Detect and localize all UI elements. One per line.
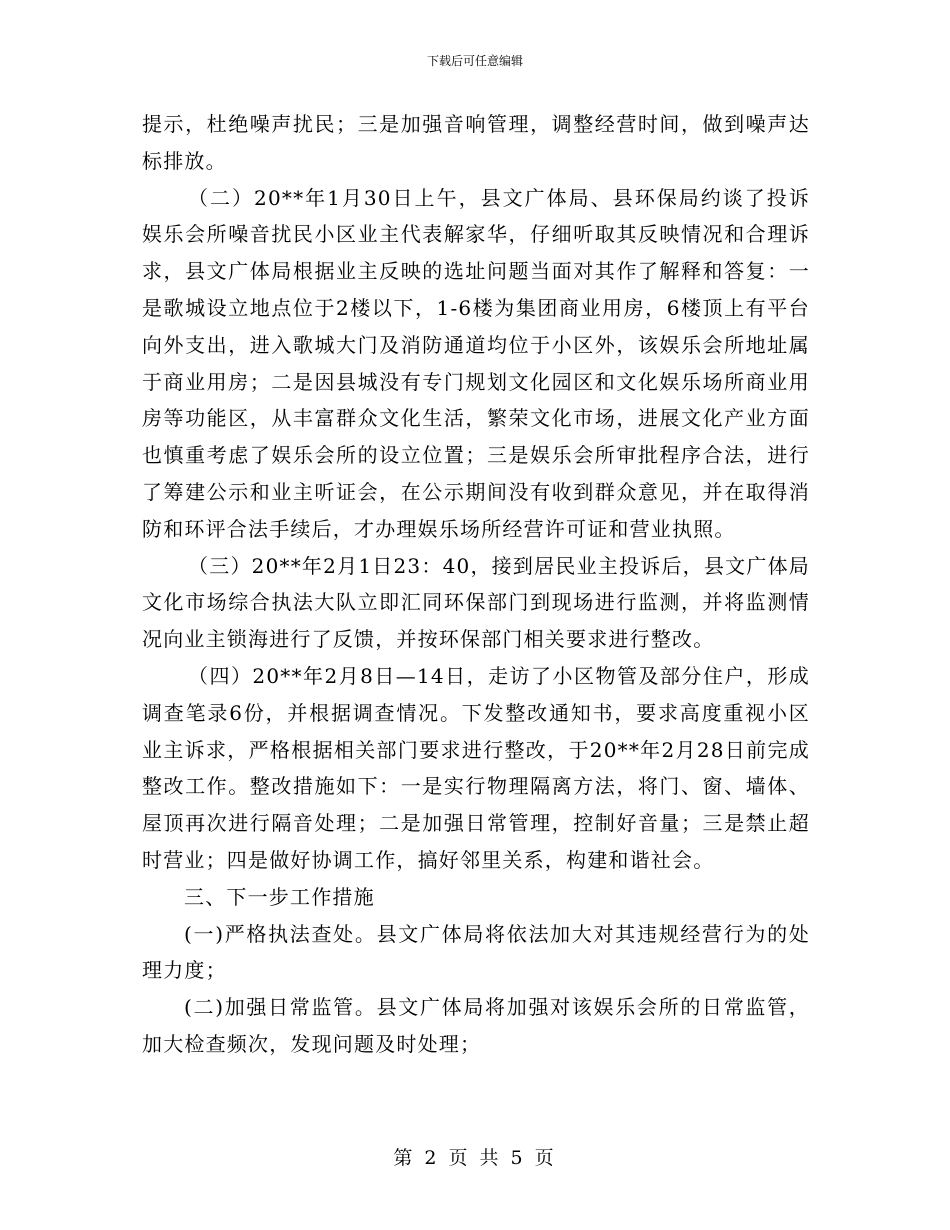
paragraph-continuation: 提示，杜绝噪声扰民；三是加强音响管理，调整经营时间，做到噪声达标排放。 xyxy=(142,112,810,173)
page-number-footer: 第 2 页 共 5 页 xyxy=(393,1147,557,1169)
paragraph-item-3: （三）20**年2月1日23：40，接到居民业主投诉后，县文广体局文化市场综合执法大队立即汇同环保部门到现场进行监测，并将监测情况向业主锁海进行了反馈，并按环保部门相关要求进行整改。 xyxy=(142,553,810,652)
paragraph-measure-1: (一)严格执法查处。县文广体局将依法加大对其违规经营行为的处理力度； xyxy=(142,921,810,983)
paragraph-item-2: （二）20**年1月30日上午，县文广体局、县环保局约谈了投诉娱乐会所噪音扰民小区业主代表解家华，仔细听取其反映情况和合理诉求，县文广体局根据业主反映的选址问题当面对其作了解释和答复：一是歌城设立地点位于2楼以下，1-6楼为集团商业用房，6楼顶上有平台向外支出，进入歌城大门及消防通道均位于小区外，该娱乐会所地址属于商业用房；二是因县城没有专门规划文化园区和文化娱乐场所商业用房等功能区，从丰富群众文化生活，繁荣文化市场，进展文化产业方面也慎重考虑了娱乐会所的设立位置；三是娱乐会所审批程序合法，进行了筹建公示和业主听证会，在公示期间没有收到群众意见，并在取得消防和环评合法手续后，才办理娱乐场所经营许可证和营业执照。 xyxy=(142,185,810,541)
page-header: 下载后可任意编辑 xyxy=(426,54,523,68)
document-body xyxy=(142,106,810,1063)
section-heading-next-steps: 三、下一步工作措施 xyxy=(184,884,375,909)
paragraph-measure-2: (二)加强日常监管。县文广体局将加强对该娱乐会所的日常监管，加大检查频次，发现问题及时处理； xyxy=(142,995,810,1056)
paragraph-item-4: （四）20**年2月8日—14日，走访了小区物管及部分住户，形成调查笔录6份，并根据调查情况。下发整改通知书，要求高度重视小区业主诉求，严格根据相关部门要求进行整改，于20**年2月28日前完成整改工作。整改措施如下：一是实行物理隔离方法，将门、窗、墙体、屋顶再次进行隔音处理；二是加强日常管理，控制好音量；三是禁止超时营业；四是做好协调工作，搞好邻里关系，构建和谐社会。 xyxy=(142,663,810,872)
